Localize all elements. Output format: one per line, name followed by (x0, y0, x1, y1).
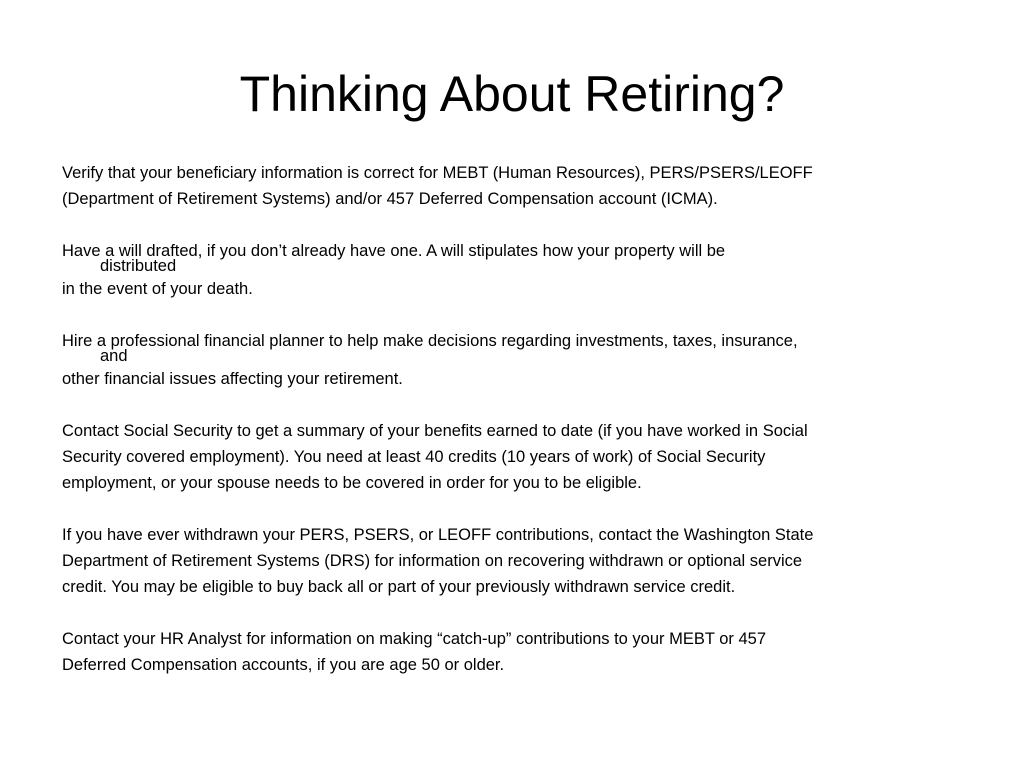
text-line-wrapped: and (100, 347, 128, 365)
slide-body (62, 160, 972, 704)
paragraph-social-security (62, 418, 972, 496)
text-line: employment, or your spouse needs to be covered in order for you to be eligible. (62, 474, 642, 492)
slide-title: Thinking About Retiring? (239, 66, 785, 122)
text-line: Deferred Compensation accounts, if you are age 50 or older. (62, 656, 505, 674)
text-line: credit. You may be eligible to buy back all or part of your previously withdrawn service credit. (62, 578, 736, 596)
text-line: Department of Retirement Systems (DRS) for information on recovering withdrawn or optional service (62, 552, 803, 570)
paragraph-financial-planner (62, 328, 972, 392)
paragraph-will (62, 238, 972, 302)
text-line: Verify that your beneficiary information is correct for MEBT (Human Resources), PERS/PSERS/LEOFF (62, 164, 813, 182)
text-line: If you have ever withdrawn your PERS, PSERS, or LEOFF contributions, contact the Washington State (62, 526, 814, 544)
text-line: Hire a professional financial planner to help make decisions regarding investments, taxes, insurance, (62, 332, 798, 350)
text-line: in the event of your death. (62, 280, 253, 298)
text-line: other financial issues affecting your retirement. (62, 370, 403, 388)
paragraph-beneficiary (62, 160, 972, 212)
text-line: Have a will drafted, if you don’t already have one. A will stipulates how your property will be (62, 242, 726, 260)
text-line: Contact Social Security to get a summary of your benefits earned to date (if you have worked in Social (62, 422, 808, 440)
paragraph-withdrawn-contributions (62, 522, 972, 600)
text-line: Security covered employment). You need at least 40 credits (10 years of work) of Social Security (62, 448, 766, 466)
paragraph-catch-up (62, 626, 972, 678)
text-line: Contact your HR Analyst for information on making “catch-up” contributions to your MEBT or 457 (62, 630, 767, 648)
text-line: (Department of Retirement Systems) and/or 457 Deferred Compensation account (ICMA). (62, 190, 718, 208)
text-line-wrapped: distributed (100, 257, 177, 275)
